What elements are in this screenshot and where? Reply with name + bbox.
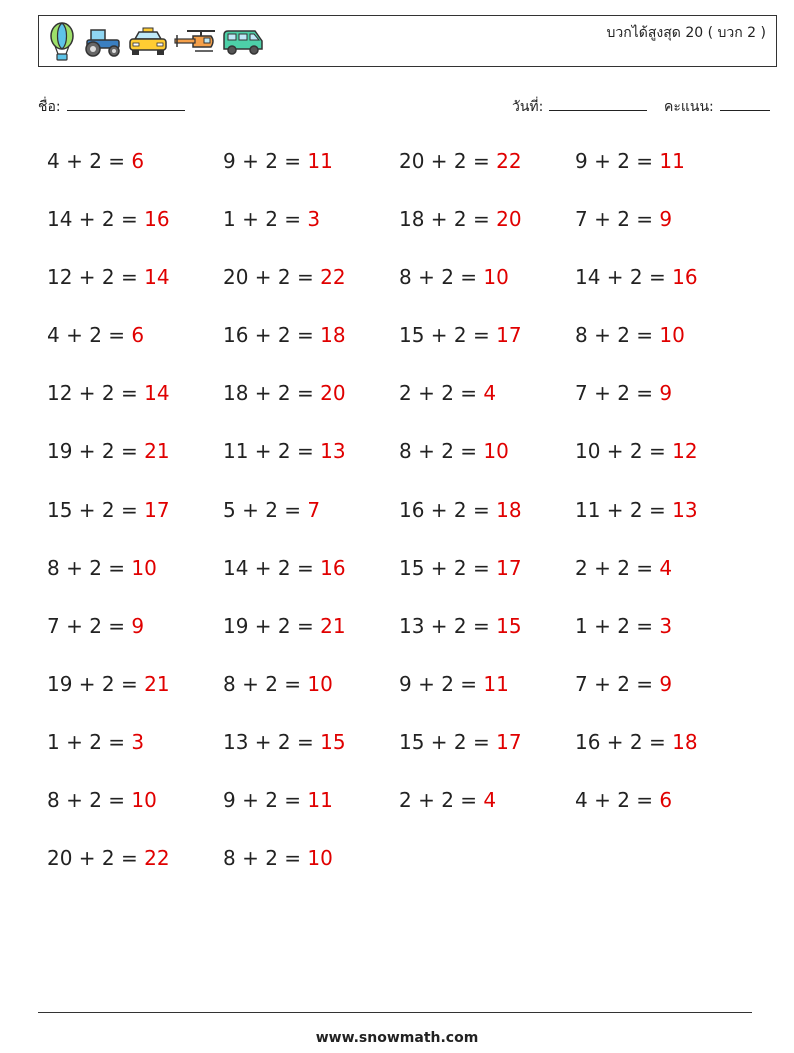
problem-cell [399,378,575,436]
problem-row [47,378,767,436]
name-field [38,96,185,118]
problem-cell [399,553,575,611]
problem-cell [575,727,751,785]
problem-cell [575,320,751,378]
problem-question: 15 + 2 = [399,555,497,580]
problem-answer: 22 [496,149,522,173]
problem-cell [47,146,223,204]
problem-cell [575,611,751,669]
problem-question: 4 + 2 = [575,788,660,813]
problem-question: 15 + 2 = [47,497,145,522]
problem-answer: 14 [144,265,170,290]
problem-answer: 10 [483,265,509,290]
problem-question: 15 + 2 = [399,323,497,348]
problem-cell [223,611,399,669]
problem-cell [575,669,751,727]
problem-row [47,843,767,901]
score-field [664,96,770,118]
problem-question: 19 + 2 = [47,671,145,696]
problem-cell [223,727,399,785]
header-icons [47,22,265,62]
problem-cell [399,611,575,669]
problem-answer: 9 [659,671,673,696]
problem-cell [223,843,399,901]
problem-row [47,262,767,320]
problem-answer: 10 [307,671,333,696]
problem-cell [399,785,575,843]
problem-answer: 20 [320,381,346,406]
problem-answer: 11 [483,671,509,696]
problem-question: 19 + 2 = [47,439,145,464]
problem-answer: 11 [307,149,333,173]
problem-cell [47,204,223,262]
problem-question: 1 + 2 = [47,729,132,754]
problem-cell [47,669,223,727]
tractor-icon [81,27,123,57]
problem-question: 1 + 2 = [575,613,660,638]
problem-cell [223,204,399,262]
problem-question: 9 + 2 = [223,788,308,813]
problem-row [47,727,767,785]
problem-question: 8 + 2 = [399,265,484,290]
problem-question: 7 + 2 = [575,207,660,232]
problem-answer: 15 [496,613,522,638]
problem-cell [47,436,223,494]
problem-cell [223,495,399,553]
helicopter-icon [173,27,217,57]
problem-cell [47,611,223,669]
problem-question: 14 + 2 = [575,265,673,290]
problem-answer: 9 [659,381,673,406]
problem-answer: 3 [659,613,673,638]
hot-air-balloon-icon [47,22,77,62]
problem-answer: 17 [144,497,170,522]
problem-answer: 21 [144,439,170,464]
problem-question: 7 + 2 = [575,671,660,696]
problem-cell [47,320,223,378]
problem-question: 14 + 2 = [47,207,145,232]
problem-question: 13 + 2 = [223,729,321,754]
problem-cell [575,495,751,553]
problem-answer: 14 [144,381,170,406]
footer-url: www.snowmath.com [315,1030,479,1046]
problem-answer: 10 [483,439,509,464]
problem-cell [399,669,575,727]
problem-cell [223,553,399,611]
date-label: วันที่: [512,99,544,115]
problem-question: 11 + 2 = [223,439,321,464]
problem-answer: 18 [320,323,346,348]
problem-row [47,785,767,843]
name-label: ชื่อ: [38,99,61,115]
problem-answer: 10 [131,788,157,813]
problem-answer: 12 [672,439,698,464]
problem-answer: 6 [131,323,145,348]
problem-question: 1 + 2 = [223,207,308,232]
problem-grid [47,146,767,901]
problem-question: 2 + 2 = [575,555,660,580]
problem-cell [575,262,751,320]
problem-question: 12 + 2 = [47,265,145,290]
problem-question: 2 + 2 = [399,381,484,406]
problem-answer: 15 [320,729,346,754]
problem-answer: 10 [307,846,333,871]
problem-row [47,495,767,553]
problem-cell [575,146,751,204]
problem-question: 11 + 2 = [575,497,673,522]
problem-answer: 18 [672,729,698,754]
problem-row [47,553,767,611]
problem-question: 9 + 2 = [399,671,484,696]
problem-question: 2 + 2 = [399,788,484,813]
problem-cell [223,146,399,204]
problem-question: 16 + 2 = [399,497,497,522]
problem-question: 8 + 2 = [47,788,132,813]
problem-question: 9 + 2 = [575,149,660,173]
problem-answer: 10 [131,555,157,580]
problem-answer: 6 [131,149,145,173]
problem-question: 20 + 2 = [47,846,145,871]
problem-row [47,146,767,204]
problem-question: 19 + 2 = [223,613,321,638]
problem-question: 18 + 2 = [223,381,321,406]
problem-answer: 13 [320,439,346,464]
problem-answer: 21 [144,671,170,696]
worksheet-header [38,15,777,67]
problem-question: 4 + 2 = [47,323,132,348]
problem-answer: 17 [496,729,522,754]
problem-answer: 7 [307,497,321,522]
problem-cell [399,495,575,553]
problem-answer: 6 [659,788,673,813]
problem-cell [47,785,223,843]
problem-question: 18 + 2 = [399,207,497,232]
problem-question: 5 + 2 = [223,497,308,522]
problem-cell [575,378,751,436]
problem-question: 9 + 2 = [223,149,308,173]
problem-answer: 4 [483,788,497,813]
worksheet-title: บวกได้สูงสุด 20 ( บวก 2 ) [606,25,766,41]
problem-answer: 20 [496,207,522,232]
problem-cell [399,436,575,494]
problem-cell [575,436,751,494]
problem-answer: 11 [307,788,333,813]
problem-question: 14 + 2 = [223,555,321,580]
problem-cell [399,727,575,785]
problem-answer: 4 [659,555,673,580]
problem-cell [223,262,399,320]
problem-question: 20 + 2 = [223,265,321,290]
footer-divider [38,1012,752,1013]
problem-row [47,204,767,262]
problem-question: 13 + 2 = [399,613,497,638]
problem-question: 8 + 2 = [575,323,660,348]
problem-answer: 10 [659,323,685,348]
problem-answer: 16 [320,555,346,580]
name-line [67,96,185,111]
problem-question: 16 + 2 = [223,323,321,348]
problem-answer: 9 [131,613,145,638]
problem-answer: 17 [496,555,522,580]
problem-answer: 11 [659,149,685,173]
problem-cell [399,262,575,320]
problem-row [47,669,767,727]
van-icon [221,27,265,57]
problem-cell [399,204,575,262]
problem-row [47,436,767,494]
problem-cell [223,378,399,436]
problem-cell [47,495,223,553]
problem-question: 16 + 2 = [575,729,673,754]
problem-question: 7 + 2 = [47,613,132,638]
problem-answer: 22 [144,846,170,871]
problem-answer: 22 [320,265,346,290]
problem-cell [47,843,223,901]
problem-cell [399,320,575,378]
problem-answer: 3 [307,207,321,232]
score-label: คะแนน: [664,99,714,115]
problem-answer: 13 [672,497,698,522]
problem-question: 12 + 2 = [47,381,145,406]
problem-question: 4 + 2 = [47,149,132,173]
problem-cell [399,146,575,204]
problem-answer: 21 [320,613,346,638]
problem-answer: 17 [496,323,522,348]
problem-cell [47,378,223,436]
problem-question: 7 + 2 = [575,381,660,406]
problem-question: 15 + 2 = [399,729,497,754]
problem-cell [47,262,223,320]
problem-answer: 18 [496,497,522,522]
problem-answer: 9 [659,207,673,232]
problem-cell [47,553,223,611]
problem-answer: 3 [131,729,145,754]
problem-cell [575,553,751,611]
problem-cell [223,320,399,378]
date-line [549,96,647,111]
problem-cell [223,436,399,494]
problem-cell [575,204,751,262]
problem-cell [575,785,751,843]
problem-row [47,611,767,669]
problem-question: 8 + 2 = [47,555,132,580]
taxi-icon [127,27,169,57]
problem-question: 20 + 2 = [399,149,497,173]
problem-answer: 16 [144,207,170,232]
problem-answer: 16 [672,265,698,290]
problem-cell [47,727,223,785]
problem-question: 10 + 2 = [575,439,673,464]
score-line [720,96,770,111]
date-field [512,96,647,118]
problem-cell [223,669,399,727]
problem-question: 8 + 2 = [223,846,308,871]
problem-row [47,320,767,378]
problem-answer: 4 [483,381,497,406]
problem-question: 8 + 2 = [399,439,484,464]
problem-question: 8 + 2 = [223,671,308,696]
problem-cell [223,785,399,843]
